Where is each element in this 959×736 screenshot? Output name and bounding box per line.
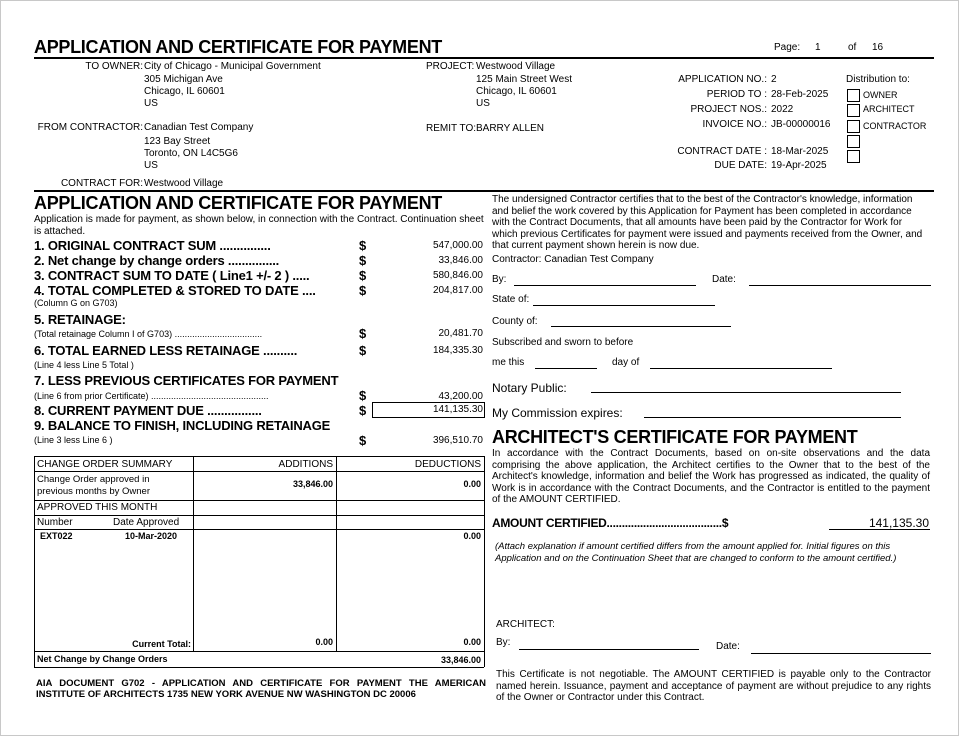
- commission-line[interactable]: [644, 417, 901, 418]
- contract-date-label: CONTRACT DATE :: [677, 146, 767, 157]
- line8-value: 141,135.30: [432, 404, 483, 415]
- co-additions-header: ADDITIONS: [278, 459, 333, 470]
- line5-value: 20,481.70: [438, 328, 483, 339]
- contract-for-label: CONTRACT FOR:: [60, 178, 143, 189]
- not-negotiable-notice: This Certificate is not negotiable. The AMOUNT CERTIFIED is payable only to the Contractor named herein. Issuance, payment and acceptance of payment are without prejudice to any rights of the Owner or Contractor under this Contract.: [496, 669, 931, 703]
- state-line[interactable]: [533, 305, 715, 306]
- app-no-label: APPLICATION NO.:: [678, 74, 767, 85]
- line7-value: 43,200.00: [438, 391, 483, 402]
- co-current-additions: 0.00: [315, 637, 333, 647]
- co-row-date: 10-Mar-2020: [125, 531, 178, 541]
- architect-date-label: Date:: [716, 641, 740, 652]
- architect-by-label: By:: [496, 637, 511, 648]
- line6-label: 6. TOTAL EARNED LESS RETAINAGE ..........: [34, 343, 298, 358]
- section-rule: [34, 190, 934, 192]
- aia-footer: AIA DOCUMENT G702 - APPLICATION AND CERTIFICATE FOR PAYMENT THE AMERICAN INSTITUTE OF ARCHITECTS 1735 NEW YORK AVENUE NW WASHINGTON DC 20006: [36, 678, 486, 700]
- co-prev-additions: 33,846.00: [292, 479, 333, 489]
- sworn-label: Subscribed and sworn to before: [492, 337, 634, 348]
- contractor-line: Contractor: Canadian Test Company: [492, 254, 654, 265]
- header-rule: [34, 57, 934, 59]
- co-row-deductions: 0.00: [463, 531, 481, 541]
- day-of-label: day of: [612, 357, 640, 368]
- distribution-owner: OWNER: [863, 90, 898, 100]
- line7-label: 7. LESS PREVIOUS CERTIFICATES FOR PAYMENT: [34, 373, 339, 388]
- line9-label: 9. BALANCE TO FINISH, INCLUDING RETAINAGE: [34, 418, 331, 433]
- architect-by-line[interactable]: [519, 649, 699, 650]
- architect-date-line[interactable]: [751, 653, 931, 654]
- by-signature-line[interactable]: [514, 285, 696, 286]
- project-nos-label: PROJECT NOS.:: [690, 104, 767, 115]
- notary-line[interactable]: [591, 392, 901, 393]
- contractor-city: Toronto, ON L4C5G6: [144, 148, 238, 159]
- contractor-street: 123 Bay Street: [144, 136, 211, 147]
- line2-value: 33,846.00: [438, 255, 483, 266]
- line6-value: 184,335.30: [432, 345, 483, 356]
- owner-city: Chicago, IL 60601: [144, 86, 225, 97]
- page-label: Page:: [774, 42, 801, 53]
- owner-name: City of Chicago - Municipal Government: [144, 61, 321, 72]
- application-intro: Application is made for payment, as shown below, in connection with the Contract. Continuation sheet is attached.: [34, 214, 484, 237]
- owner-label: TO OWNER:: [85, 61, 143, 72]
- project-street: 125 Main Street West: [476, 74, 572, 85]
- period-label: PERIOD TO :: [706, 89, 767, 100]
- project-name: Westwood Village: [476, 61, 556, 72]
- contract-date: 18-Mar-2025: [771, 146, 829, 157]
- date-line[interactable]: [749, 285, 931, 286]
- line4-value: 204,817.00: [432, 285, 483, 296]
- co-current-total-label: Current Total:: [132, 639, 191, 649]
- line1-value: 547,000.00: [432, 240, 483, 251]
- blank-checkbox-2[interactable]: [847, 150, 860, 163]
- line1-currency: $: [359, 238, 367, 253]
- line5-currency: $: [359, 326, 367, 341]
- co-number-header: Number: [37, 517, 73, 528]
- form-title: APPLICATION AND CERTIFICATE FOR PAYMENT: [34, 37, 442, 57]
- contractor-certify-text: The undersigned Contractor certifies that to the best of the Contractor's knowledge, information and belief the work covered by this Application for Payment has been completed in accordance with the Contract Documents, that all amounts have been paid by the Contractor for Work for which previous Certificates for payment were issued and payments received from the Owner, and that current payment shown herein is now due.: [492, 194, 923, 251]
- line1-label: 1. ORIGINAL CONTRACT SUM ...............: [34, 238, 271, 253]
- owner-checkbox[interactable]: [847, 89, 860, 102]
- contractor-name: Canadian Test Company: [144, 122, 254, 133]
- co-summary-label: CHANGE ORDER SUMMARY: [37, 459, 173, 470]
- co-prev-deductions: 0.00: [463, 479, 481, 489]
- line4-sub: (Column G on G703): [34, 298, 118, 308]
- line3-label: 3. CONTRACT SUM TO DATE ( Line1 +/- 2 ) .....: [34, 268, 310, 283]
- commission-label: My Commission expires:: [492, 406, 623, 420]
- by-label: By:: [492, 274, 507, 285]
- line3-currency: $: [359, 268, 367, 283]
- due-date-label: DUE DATE:: [714, 160, 767, 171]
- contractor-country: US: [144, 160, 158, 171]
- distribution-label: Distribution to:: [846, 74, 910, 85]
- due-date: 19-Apr-2025: [771, 160, 827, 171]
- me-this-line[interactable]: [535, 368, 597, 369]
- line9-value: 396,510.70: [432, 435, 483, 446]
- blank-checkbox-1[interactable]: [847, 135, 860, 148]
- date-label: Date:: [712, 274, 736, 285]
- line8-currency: $: [359, 403, 367, 418]
- architect-title: ARCHITECT'S CERTIFICATE FOR PAYMENT: [492, 427, 858, 447]
- co-deductions-header: DEDUCTIONS: [414, 459, 481, 470]
- line5-sub-label: (Total retainage Column I of G703) ...................................: [34, 329, 263, 339]
- contract-for-name: Westwood Village: [144, 178, 224, 189]
- project-nos: 2022: [771, 104, 794, 115]
- architect-label: ARCHITECT:: [496, 619, 555, 630]
- me-this-label: me this: [492, 357, 525, 368]
- line3-value: 580,846.00: [432, 270, 483, 281]
- line9-currency: $: [359, 433, 367, 448]
- co-net-label: Net Change by Change Orders: [37, 654, 168, 664]
- amount-certified-label: AMOUNT CERTIFIED......................................$: [492, 516, 729, 530]
- application-title: APPLICATION AND CERTIFICATE FOR PAYMENT: [34, 193, 442, 213]
- co-date-header: Date Approved: [113, 517, 180, 528]
- architect-text: In accordance with the Contract Documents, based on on-site observations and the data comprising the above application, the Architect certifies to the Owner that to the best of the Architect's knowledge, information and belief the Work has progressed as indicated, the quality of Work is in accordance with the Contract Documents, and the Contractor is entitled to the payment of the AMOUNT CERTIFIED.: [492, 448, 930, 505]
- app-no: 2: [771, 74, 777, 85]
- line4-currency: $: [359, 283, 367, 298]
- total-pages: 16: [872, 42, 884, 53]
- line6-currency: $: [359, 343, 367, 358]
- day-of-line[interactable]: [650, 368, 832, 369]
- remit-label: REMIT TO:: [426, 123, 477, 134]
- project-city: Chicago, IL 60601: [476, 86, 557, 97]
- architect-checkbox[interactable]: [847, 104, 860, 117]
- invoice-label: INVOICE NO.:: [702, 119, 767, 130]
- line4-label: 4. TOTAL COMPLETED & STORED TO DATE ....: [34, 283, 316, 298]
- line2-label: 2. Net change by change orders ...............: [34, 253, 280, 268]
- line7-currency: $: [359, 388, 367, 403]
- owner-street: 305 Michigan Ave: [144, 74, 223, 85]
- co-net-value: 33,846.00: [440, 655, 481, 665]
- owner-country: US: [144, 98, 158, 109]
- project-label: PROJECT:: [426, 61, 475, 72]
- line5-label: 5. RETAINAGE:: [34, 312, 126, 327]
- attach-explanation: (Attach explanation if amount certified differs from the amount applied for. Initial figures on this Application and on the Continuation Sheet that are changed to conform to the amount certified.): [495, 541, 897, 564]
- amount-certified-value: 141,135.30: [868, 516, 929, 530]
- invoice-number: JB-00000016: [771, 119, 831, 130]
- co-row-number: EXT022: [40, 531, 73, 541]
- notary-label: Notary Public:: [492, 381, 567, 395]
- remit-name: BARRY ALLEN: [476, 123, 545, 134]
- distribution-architect: ARCHITECT: [863, 104, 915, 114]
- page-number: 1: [815, 42, 821, 53]
- of-label: of: [848, 42, 857, 53]
- line7-sub-label: (Line 6 from prior Certificate) ...............................................: [34, 391, 269, 401]
- co-prev-label: Change Order approved in previous months by Owner: [37, 474, 150, 497]
- co-current-deductions: 0.00: [463, 637, 481, 647]
- contractor-label: FROM CONTRACTOR:: [37, 122, 143, 133]
- county-line[interactable]: [551, 326, 731, 327]
- co-approved-label: APPROVED THIS MONTH: [37, 502, 158, 513]
- county-label: County of:: [492, 316, 538, 327]
- line6-sub: (Line 4 less Line 5 Total ): [34, 360, 134, 370]
- line8-label: 8. CURRENT PAYMENT DUE ................: [34, 403, 262, 418]
- period-value: 28-Feb-2025: [771, 89, 829, 100]
- line2-currency: $: [359, 253, 367, 268]
- state-label: State of:: [492, 294, 530, 305]
- line9-sub: (Line 3 less Line 6 ): [34, 435, 113, 445]
- distribution-contractor: CONTRACTOR: [863, 121, 927, 131]
- project-country: US: [476, 98, 490, 109]
- contractor-checkbox[interactable]: [847, 120, 860, 133]
